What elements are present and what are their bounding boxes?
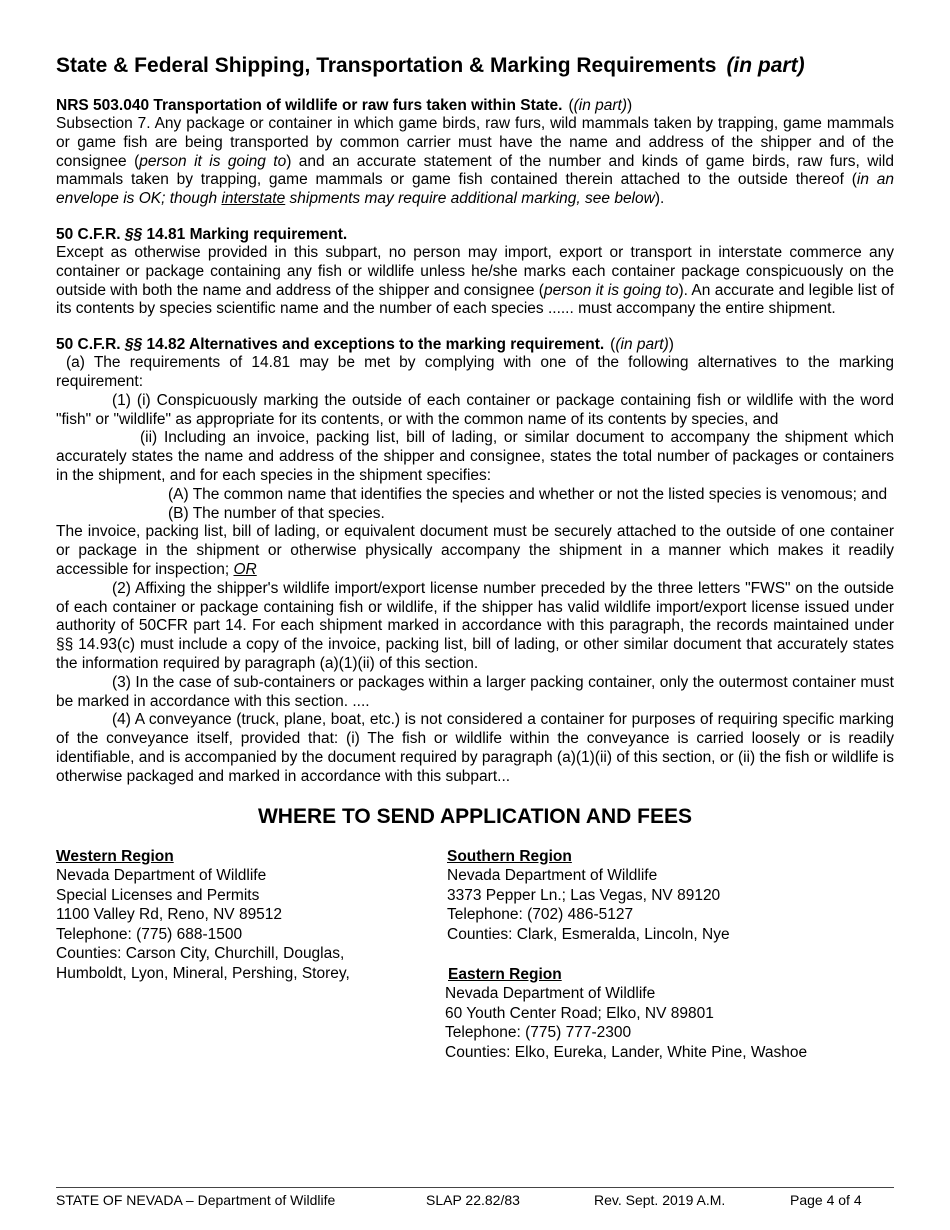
cfr-1482-a: (a) The requirements of 14.81 may be met by complying with one of the following alternatives to the marking requirement:: [56, 354, 894, 390]
western-region: [56, 847, 350, 984]
title-main: State & Federal Shipping, Transportation & Marking Requirements: [56, 54, 717, 77]
nrs-section: [56, 96, 894, 209]
western-address: 1100 Valley Rd, Reno, NV 89512: [56, 906, 283, 923]
send-heading: WHERE TO SEND APPLICATION AND FEES: [257, 804, 693, 828]
regions: [56, 847, 894, 1077]
eastern-line: Nevada Department of Wildlife: [445, 985, 656, 1002]
western-line: Special Licenses and Permits: [56, 886, 260, 904]
nrs-heading: NRS 503.040 Transportation of wildlife or raw furs taken within State. ((in part)): [56, 97, 633, 114]
document-page: [56, 52, 894, 1077]
western-counties: Counties: Carson City, Churchill, Douglas,: [56, 945, 345, 962]
footer-agency: STATE OF NEVADA – Department of Wildlife: [56, 1192, 336, 1208]
or-text: OR: [233, 560, 257, 578]
southern-address: 3373 Pepper Ln.; Las Vegas, NV 89120: [447, 886, 721, 904]
cfr-1482-3: (3) In the case of sub-containers or packages within a larger packing container, only the outermost container must be marked in accordance with this section. ....: [56, 673, 894, 710]
nrs-heading-text: NRS 503.040 Transportation of wildlife or raw furs taken within State.: [56, 97, 563, 114]
eastern-counties: Counties: Elko, Eureka, Lander, White Pine, Washoe: [445, 1043, 808, 1061]
western-phone: Telephone: (775) 688-1500: [56, 925, 243, 943]
cfr-1482-section: [56, 335, 894, 786]
southern-line: Nevada Department of Wildlife: [447, 867, 658, 884]
western-region-name: Western Region: [56, 847, 174, 865]
page-title: [56, 52, 894, 80]
southern-phone: Telephone: (702) 486-5127: [447, 906, 634, 923]
southern-region-name: Southern Region: [447, 847, 572, 865]
cfr-1481-heading: 50 C.F.R. §§ 14.81 Marking requirement.: [56, 225, 348, 243]
southern-counties: Counties: Clark, Esmeralda, Lincoln, Nye: [447, 925, 730, 943]
footer-revision: Rev. Sept. 2019 A.M.: [594, 1192, 726, 1208]
cfr-1481-body: Except as otherwise provided in this subpart, no person may import, export or transport in interstate commerce any container or package containing any fish or wildlife unless he/she marks each container package conspicuously on the outside with both the name and address of the shipper and consignee (person it is going to). An accurate and legible list of its contents by species scientific name and the number of each species ...... must accompany the entire shipment.: [56, 243, 894, 318]
cfr-1482-1i: (1) (i) Conspicuously marking the outside of each container or package containing fish or wildlife with the word "fish" or "wildlife" as appropriate for its contents, or with the common name of its contents by species, and: [56, 391, 894, 428]
cfr-1482-4: (4) A conveyance (truck, plane, boat, etc.) is not considered a container for purposes of requiring specific marking of the conveyance itself, provided that: (i) The fish or wildlife within the conveyance is carried loosely or is readily identifiable, and is accompanied by the document required by paragraph (a)(1)(ii) of this section, or (ii) the fish or wildlife is otherwise packaged and marked in accordance with this subpart...: [56, 711, 894, 785]
eastern-region-name: Eastern Region: [448, 965, 562, 983]
nrs-heading-note: (in part): [573, 97, 628, 114]
eastern-phone: Telephone: (775) 777-2300: [445, 1024, 632, 1041]
footer-form-number: SLAP 22.82/83: [426, 1192, 520, 1208]
southern-region: [447, 847, 730, 945]
western-counties: Humboldt, Lyon, Mineral, Pershing, Storey,: [56, 964, 350, 982]
western-line: Nevada Department of Wildlife: [56, 867, 267, 884]
nrs-body: Subsection 7. Any package or container in which game birds, raw furs, wild mammals taken by trapping, game mammals or game fish are being transported by common carrier must have the name and address of the shipper and of the consignee (person it is going to) and an accurate statement of the number and kinds of game birds, raw furs, wild mammals taken by trapping, game mammals or game fish contained therein attached to the outside thereof (in an envelope is OK; though interstate shipments may require additional marking, see below).: [56, 115, 894, 208]
cfr-1482-1ii: (ii) Including an invoice, packing list, bill of lading, or similar document to accompany the shipment which accurately states the name and address of the shipper and consignee, states the total number of packages or containers in the shipment, and for each species in the shipment specifies:: [56, 429, 894, 484]
cfr-1482-2: (2) Affixing the shipper's wildlife import/export license number preceded by the three letters "FWS" on the outside of each container or package containing fish or wildlife, if the shipper has valid wildlife import/export license issued under authority of 50CFR part 14. For each shipment marked in accordance with this paragraph, the records maintained under §§ 14.93(c) must include a copy of the invoice, packing list, bill of lading, or other similar document that accurately states the information required by paragraph (a)(1)(ii) of this section.: [56, 579, 894, 672]
footer-page-number: Page 4 of 4: [790, 1192, 862, 1208]
cfr-1482-invoice: The invoice, packing list, bill of lading, or equivalent document must be securely attached to the outside of one container or package in the shipment or otherwise physically accompany the shipment in a manner which makes it readily accessible for inspection; OR: [56, 523, 894, 578]
eastern-region: [445, 965, 807, 1063]
eastern-address: 60 Youth Center Road; Elko, NV 89801: [445, 1004, 714, 1022]
cfr-1482-heading: 50 C.F.R. §§ 14.82 Alternatives and exceptions to the marking requirement. ((in part)): [56, 336, 674, 354]
cfr-1482-B: (B) The number of that species.: [168, 504, 385, 522]
cfr-1482-A: (A) The common name that identifies the species and whether or not the listed species is venomous; and: [168, 485, 888, 503]
page-footer: [56, 1187, 894, 1208]
title-suffix: (in part): [726, 54, 805, 77]
cfr-1481-section: [56, 225, 894, 319]
